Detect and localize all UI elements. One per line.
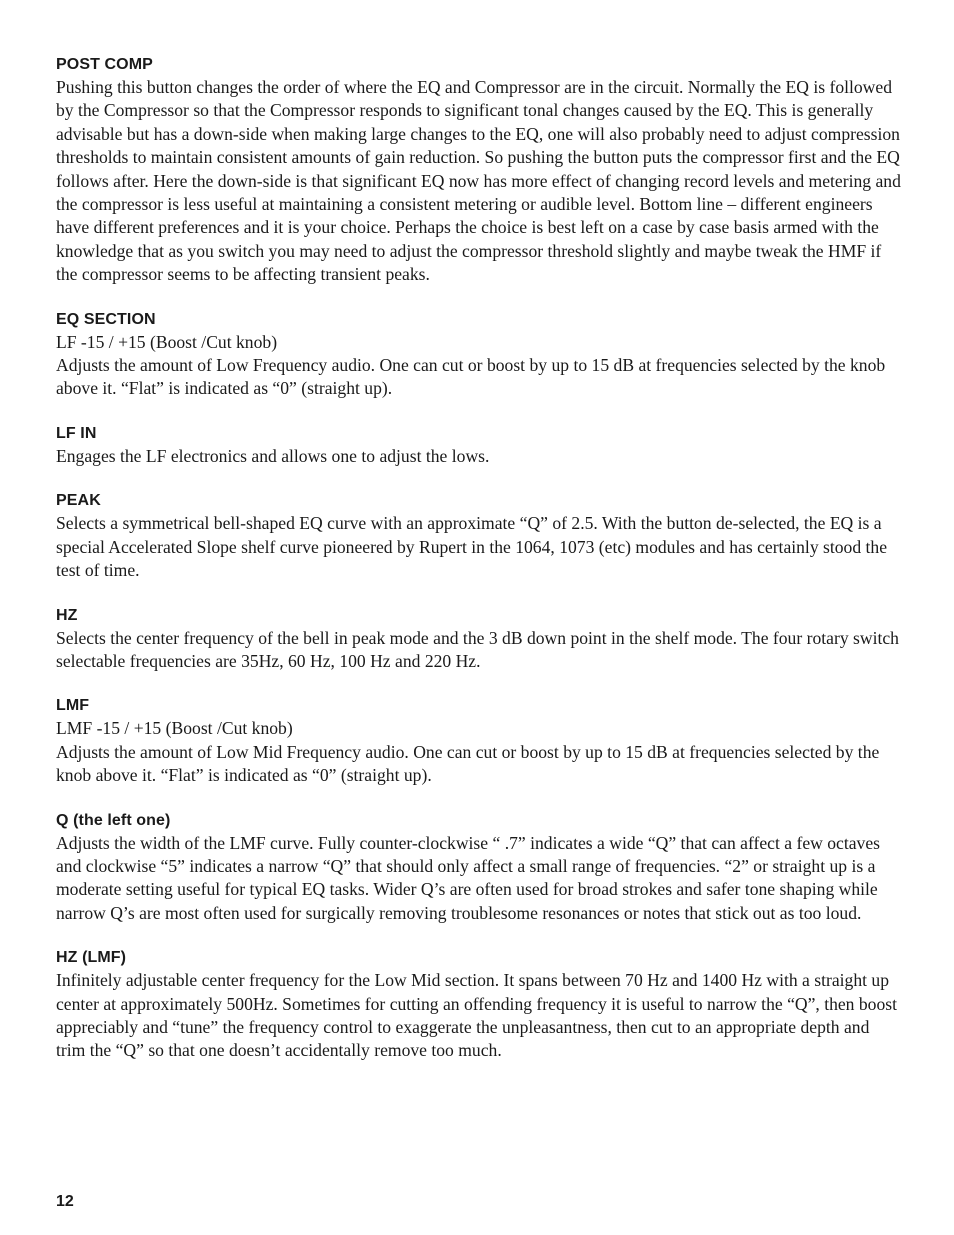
section-paragraph: Adjusts the width of the LMF curve. Fully counter-clockwise “ .7” indicates a wide “Q” that can affect a few octaves and clockwise “5” indicates a narrow “Q” that should only affect a small range of frequencies. “2” or straight up is a moderate setting useful for typical EQ tasks. Wider Q’s are often used for broad strokes and safer tone shaping while narrow Q’s are most often used for surgically removing troublesome resonances or notes that stick out as too loud. bbox=[56, 832, 880, 923]
section-paragraph: Selects the center frequency of the bell in peak mode and the 3 dB down point in the shelf mode. The four rotary switch selectable frequencies are 35Hz, 60 Hz, 100 Hz and 220 Hz. bbox=[56, 627, 899, 671]
section-heading: HZ bbox=[56, 606, 78, 624]
section-paragraph: Adjusts the amount of Low Frequency audio. One can cut or boost by up to 15 dB at frequencies selected by the knob above it. “Flat” is indicated as “0” (straight up). bbox=[56, 355, 886, 399]
section-paragraph: Pushing this button changes the order of where the EQ and Compressor are in the circuit. Normally the EQ is followed by the Compressor so that the Compressor responds to significant tonal changes caused by the EQ. This is generally advisable but has a down-side when making large changes to the EQ, one will also probably need to adjust compression thresholds to maintain consistent amounts of gain reduction. So pushing the button puts the compressor first and the EQ follows after. Here the down-side is that significant EQ now has more effect of changing record levels and metering and the compressor is less useful at maintaining a consistent metering or audible level. Bottom line – different engineers have different preferences and it is your choice. Perhaps the choice is best left on a case by case basis armed with the knowledge that as you switch you may need to adjust the compressor threshold slightly and maybe tweak the HMF if the compressor seems to be affecting transient peaks. bbox=[56, 77, 901, 285]
section-post-comp bbox=[56, 53, 902, 287]
section-heading: Q (the left one) bbox=[56, 811, 171, 829]
section-eq-section bbox=[56, 308, 902, 401]
section-paragraph: Infinitely adjustable center frequency for the Low Mid section. It spans between 70 Hz and 1400 Hz with a straight up center at approximately 500Hz. Sometimes for cutting an offending frequency it is useful to narrow the “Q”, then boost appreciably and “tune” the frequency control to exaggerate the unpleasantness, then cut to an appropriate depth and trim the “Q” so that one doesn’t accidentally remove too much. bbox=[56, 970, 898, 1061]
section-subtitle: LMF -15 / +15 (Boost /Cut knob) bbox=[56, 718, 293, 739]
section-paragraph: Engages the LF electronics and allows one to adjust the lows. bbox=[56, 445, 490, 466]
section-heading: PEAK bbox=[56, 492, 101, 510]
section-paragraph: Selects a symmetrical bell-shaped EQ curve with an approximate “Q” of 2.5. With the button de-selected, the EQ is a special Accelerated Slope shelf curve pioneered by Rupert in the 1064, 1073 (etc) modules and has certainly stood the test of time. bbox=[56, 513, 888, 581]
section-lmf bbox=[56, 694, 902, 787]
section-heading: LF IN bbox=[56, 424, 97, 442]
page-number: 12 bbox=[56, 1193, 74, 1210]
section-hz bbox=[56, 604, 902, 674]
section-hz-lmf bbox=[56, 946, 902, 1063]
section-q-left bbox=[56, 809, 902, 926]
section-heading: HZ (LMF) bbox=[56, 949, 127, 967]
section-heading: EQ SECTION bbox=[56, 310, 156, 328]
section-heading: LMF bbox=[56, 697, 90, 715]
section-heading: POST COMP bbox=[56, 56, 153, 73]
section-lf-in bbox=[56, 422, 902, 468]
manual-page bbox=[56, 53, 902, 1084]
section-peak bbox=[56, 489, 902, 582]
section-paragraph: Adjusts the amount of Low Mid Frequency audio. One can cut or boost by up to 15 dB at frequencies selected by the knob above it. “Flat” is indicated as “0” (straight up). bbox=[56, 741, 880, 786]
section-subtitle: LF -15 / +15 (Boost /Cut knob) bbox=[56, 331, 278, 352]
